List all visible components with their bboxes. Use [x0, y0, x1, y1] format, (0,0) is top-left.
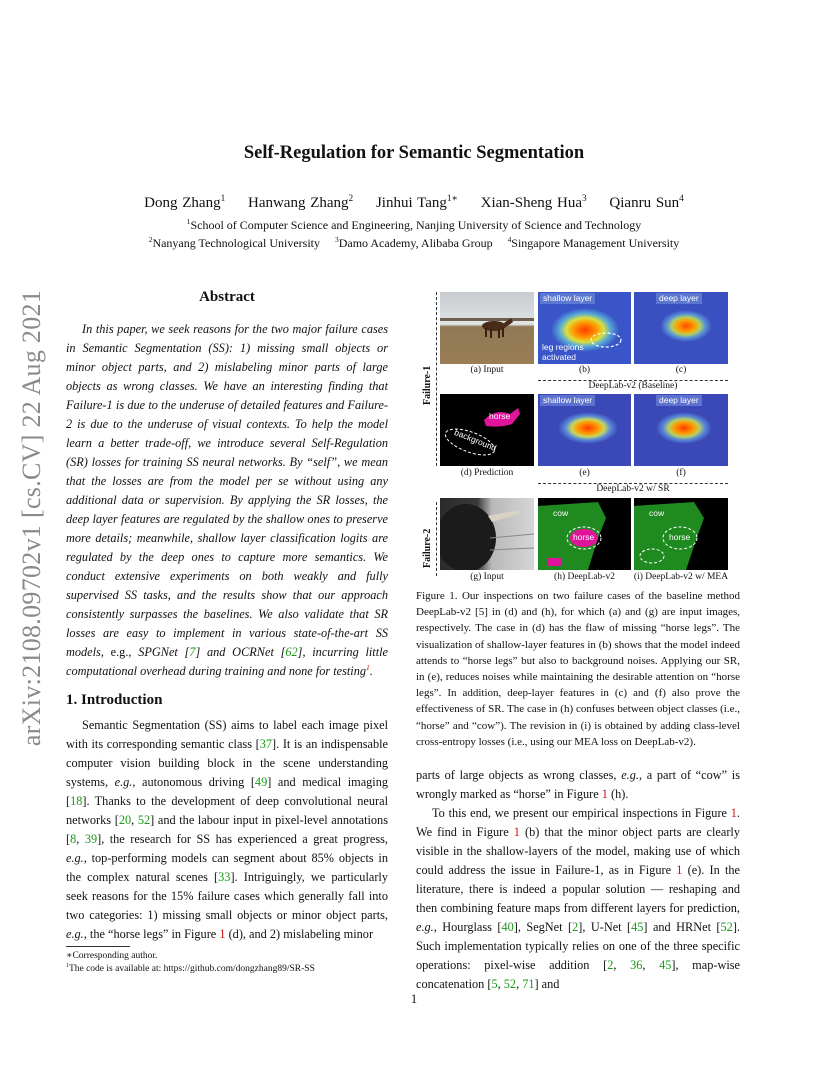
footnote-rule: [66, 946, 130, 947]
right-column-para-1: parts of large objects as wrong classes, e.g., a part of “cow” is wrongly marked as “horse” in Figure 1 (h).: [416, 768, 740, 801]
label-b: (b): [578, 365, 591, 375]
author: Dong Zhang$^1$: [144, 194, 226, 211]
footnote-link[interactable]: 1: [366, 662, 370, 672]
figure-link[interactable]: 1: [676, 863, 683, 877]
paper-title: Self-Regulation for Semantic Segmentation: [243, 143, 585, 163]
citation-link[interactable]: 40: [501, 920, 514, 934]
row-label-failure-1: Failure-1: [422, 365, 433, 405]
footnote-code: $^1$The code is available at: https://github.com/dongzhang89/SR-SS: [66, 962, 315, 974]
row-divider: [436, 502, 437, 576]
intro-heading: 1. Introduction: [66, 692, 163, 708]
label-i: (i) DeepLab-v2 w/ MEA: [633, 572, 729, 582]
image-g-cow-input: [440, 498, 534, 570]
citation-link[interactable]: 33: [218, 870, 231, 884]
citation-link[interactable]: 2: [607, 958, 614, 972]
image-a-horse-input: [440, 292, 534, 364]
image-e-shallow-sr: [538, 394, 631, 466]
author: Qianru Sun$^4$: [609, 194, 684, 211]
citation-link[interactable]: 49: [254, 775, 268, 789]
tag-horse: horse: [489, 411, 511, 421]
citation-link[interactable]: 52: [503, 977, 517, 991]
tag-background: background: [452, 427, 498, 453]
label-c: (c): [675, 365, 687, 375]
image-b-shallow-heatmap: [538, 292, 631, 364]
citation-link[interactable]: 7: [189, 645, 196, 659]
citation-link[interactable]: 18: [70, 794, 83, 808]
label-e: (e): [579, 468, 590, 478]
tag-shallow-layer: shallow layer: [540, 395, 595, 406]
label-f: (f): [676, 468, 686, 478]
image-d-prediction: [440, 394, 534, 466]
abstract-heading: Abstract: [199, 289, 255, 305]
figure-1: [418, 288, 742, 584]
figure-link[interactable]: 1: [219, 927, 226, 941]
citation-link[interactable]: 2: [572, 920, 579, 934]
group-label-sr: DeepLab-v2 w/ SR: [596, 484, 670, 494]
figure-link[interactable]: 1: [513, 825, 520, 839]
citation-link[interactable]: 20: [118, 813, 132, 827]
citation-link[interactable]: 52: [720, 920, 733, 934]
row-label-failure-2: Failure-2: [422, 528, 433, 568]
page-number: 1: [410, 992, 418, 1006]
intro-body: Semantic Segmentation (SS) aims to label each image pixel with its corresponding semantic class [37]. It is an indispensable computer vision building block in the scene understanding systems, e.g., autonomous driving [49] and medical imaging [18]. Thanks to the development of deep convolutional neural networks [20, 52] and the labour input in pixel-level annotations [8, 39], the research for SS has experienced a great progress, e.g., top-performing models can segment about 85% objects in the complex natural scenes [33]. Intriguingly, we particularly seek reasons for the 15% failure cases which generally fall into two categories: 1) missing small objects or minor object parts, e.g., the “horse legs” in Figure 1 (d), and 2) mislabeling minor: [66, 718, 389, 941]
label-a: (a) Input: [470, 365, 504, 375]
citation-link[interactable]: 39: [84, 832, 98, 846]
author: Hanwang Zhang$^2$: [247, 194, 354, 211]
tag-leg-regions: leg regions: [542, 342, 584, 352]
citation-link[interactable]: 62: [285, 645, 298, 659]
tag-horse: horse: [573, 532, 595, 542]
tag-activated: activated: [542, 352, 577, 362]
arxiv-stamp: [16, 275, 48, 760]
tag-deep-layer: deep layer: [656, 293, 702, 304]
citation-link[interactable]: 8: [70, 832, 77, 846]
tag-deep-layer: deep layer: [656, 395, 702, 406]
abstract-body: In this paper, we seek reasons for the two major failure cases in Semantic Segmentation (SS): 1) missing small objects or minor object parts, and 2) mislabeling minor parts of large objects as wrong classes. We have an interesting finding that Failure-1 is due to the underuse of detailed features and Failure-2 is due to the underuse of visual contexts. To help the model learn a better trade-off, we introduce several Self-Regulation (SR) losses for training SS neural networks. By “self”, we mean that the losses are from the model per se without using any additional data or supervision. By applying the SR losses, the deep layer features are regulated by the shallow ones to preserve more details; meanwhile, shallow layer classification logits are regulated by the deep ones to capture more semantics. We conduct extensive experiments on both weakly and fully supervised SS tasks, and the results show that our approach consistently surpasses the baselines. We also validate that SR losses are easy to implement in various state-of-the-art SS models, e.g., SPGNet [7] and OCRNet [62], incurring little computational overhead during training and none for testing$^1$.: [66, 322, 388, 678]
citation-link[interactable]: 45: [659, 958, 672, 972]
label-g: (g) Input: [470, 572, 504, 582]
figure-link[interactable]: 1: [601, 787, 608, 801]
row-divider: [436, 292, 437, 466]
citation-link[interactable]: 5: [491, 977, 498, 991]
figure-caption: Figure 1. Our inspections on two failure cases of the baseline method DeepLab-v2 [5] in (d) and (h), for which (a) and (g) are input images, respectively. The case in (d) has the flaw of missing “horse legs”. The visualization of shallow-layer features in (b) shows that the model indeed attends to “horse legs” but also to background noises. Applying our SR, in (e), reduces noises while maintaining the desirable attention on “horse legs”. In addition, deep-layer features in (c) and (f) also prove the effectiveness of SR. The case in (h) confuses between object classes (i.e., “horse” and “cow”). The revision in (i) is obtained by adding class-level cross-entropy losses (i.e., using our MEA loss on DeepLab-v2).: [416, 590, 740, 748]
group-label-baseline: DeepLab-v2 (Baseline): [588, 381, 678, 391]
label-h: (h) DeepLab-v2: [554, 572, 615, 582]
image-i-deeplab-mea: [634, 498, 728, 570]
image-c-deep-heatmap: [634, 292, 728, 364]
arxiv-id: arXiv:2108.09702v1 [cs.CV] 22 Aug 2021: [17, 289, 46, 746]
citation-link[interactable]: 52: [137, 813, 151, 827]
tag-cow: cow: [649, 508, 665, 518]
figure-link[interactable]: 1: [730, 806, 737, 820]
author-list: [0, 195, 828, 212]
label-d: (d) Prediction: [460, 468, 514, 478]
citation-link[interactable]: 37: [259, 737, 273, 751]
tag-shallow-layer: shallow layer: [540, 293, 595, 304]
citation-link[interactable]: 71: [522, 977, 535, 991]
author: Xian-Sheng Hua$^3$: [480, 194, 587, 211]
affiliation-line-2: $^2$Nanyang Technological University $^3$Damo Academy, Alibaba Group $^4$Singapore Management University: [148, 235, 680, 250]
tag-horse: horse: [669, 532, 691, 542]
tag-cow: cow: [553, 508, 569, 518]
right-column-para-2: To this end, we present our empirical inspections in Figure 1. We find in Figure 1 (b) that the minor object parts are clearly visible in the shallow-layers of the model, making use of which could address the issue in Failure-1, as in Figure 1 (e). In the literature, there is indeed a popular solution — reshaping and then combining feature maps from different layers for prediction, e.g., Hourglass [40], SegNet [2], U-Net [45] and HRNet [52]. Such implementation typically relies on one of the three specific operations: pixel-wise addition [2, 36, 45], map-wise concatenation [5, 52, 71] and: [416, 806, 740, 991]
image-f-deep-sr: [634, 394, 728, 466]
footnote-corresponding: ∗Corresponding author.: [66, 951, 158, 961]
citation-link[interactable]: 45: [631, 920, 644, 934]
author: Jinhui Tang$^{1∗}$: [375, 194, 458, 211]
image-h-deeplab: [538, 498, 631, 570]
citation-link[interactable]: 36: [630, 958, 643, 972]
affiliation-line-1: $^1$School of Computer Science and Engineering, Nanjing University of Science and Technology: [186, 217, 642, 232]
